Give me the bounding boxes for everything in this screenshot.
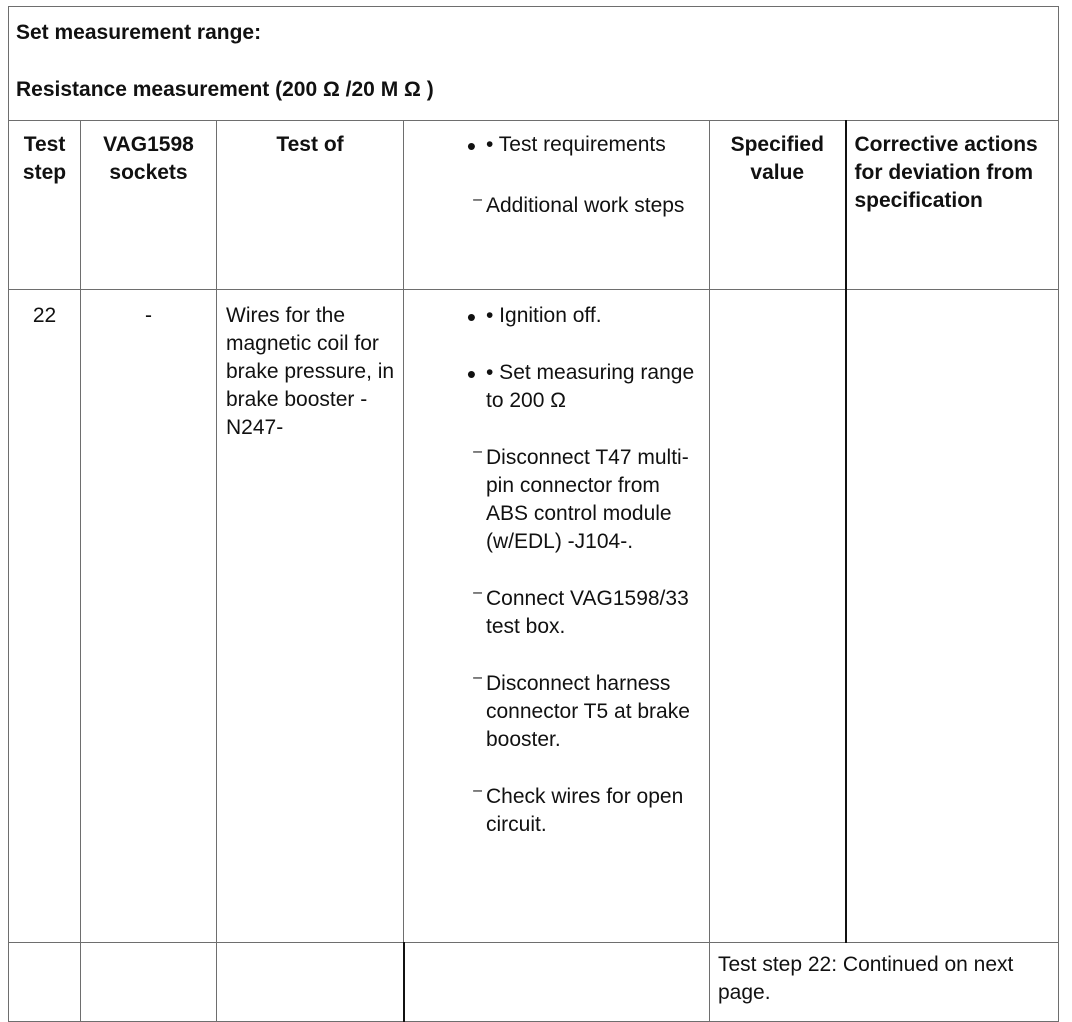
column-header-requirements-bullet: • Test requirements [486,133,666,156]
list-item [404,302,705,330]
dash-icon: – [473,782,482,799]
step-text: Disconnect harness connector T5 at brake booster. [486,672,690,751]
step-text: • Ignition off. [486,304,602,327]
column-header-test-step: Test step [9,121,81,290]
dash-icon: – [473,443,482,460]
cell-sockets: - [81,290,217,943]
step-text: • Set measuring range to 200 Ω [486,361,695,412]
table-footer-row [9,943,1059,1022]
cell-test-of: Wires for the magnetic coil for brake pressure, in brake booster -N247- [217,290,404,943]
cell-corrective-actions [846,290,1059,943]
bullet-icon: • [466,359,476,389]
list-item [404,444,705,556]
dash-icon: – [473,584,482,601]
column-header-corrective-actions: Corrective actions for deviation from specification [846,121,1059,290]
column-header-requirements [404,121,710,290]
column-header-test-of: Test of [217,121,404,290]
continued-note: Test step 22: Continued on next page. [710,943,1059,1022]
step-text: Check wires for open circuit. [486,785,684,836]
footer-cell-empty [217,943,404,1022]
footer-cell-empty [9,943,81,1022]
cell-test-step: 22 [9,290,81,943]
column-header-sockets: VAG1598 sockets [81,121,217,290]
test-procedure-table [8,6,1059,1022]
list-item [404,783,705,839]
list-item [404,359,705,415]
dash-icon: – [473,191,482,208]
list-item [404,585,705,641]
footer-cell-empty [404,943,710,1022]
step-text: Disconnect T47 multi-pin connector from ABS control module (w/EDL) -J104-. [486,446,689,553]
measurement-range-header [9,7,1059,121]
bullet-icon: • [466,302,476,332]
column-header-row [9,121,1059,290]
dash-icon: – [473,669,482,686]
cell-specified-value [710,290,846,943]
table-row [9,290,1059,943]
header-title: Set measurement range: [16,21,262,44]
header-subtitle: Resistance measurement (200 Ω /20 M Ω ) [16,78,434,101]
cell-requirements [404,290,710,943]
bullet-icon: • [466,131,476,161]
footer-cell-empty [81,943,217,1022]
step-text: Connect VAG1598/33 test box. [486,587,689,638]
list-item [404,670,705,754]
column-header-specified-value: Specified value [710,121,846,290]
column-header-requirements-dash: Additional work steps [486,194,685,217]
table-header-row [9,7,1059,121]
